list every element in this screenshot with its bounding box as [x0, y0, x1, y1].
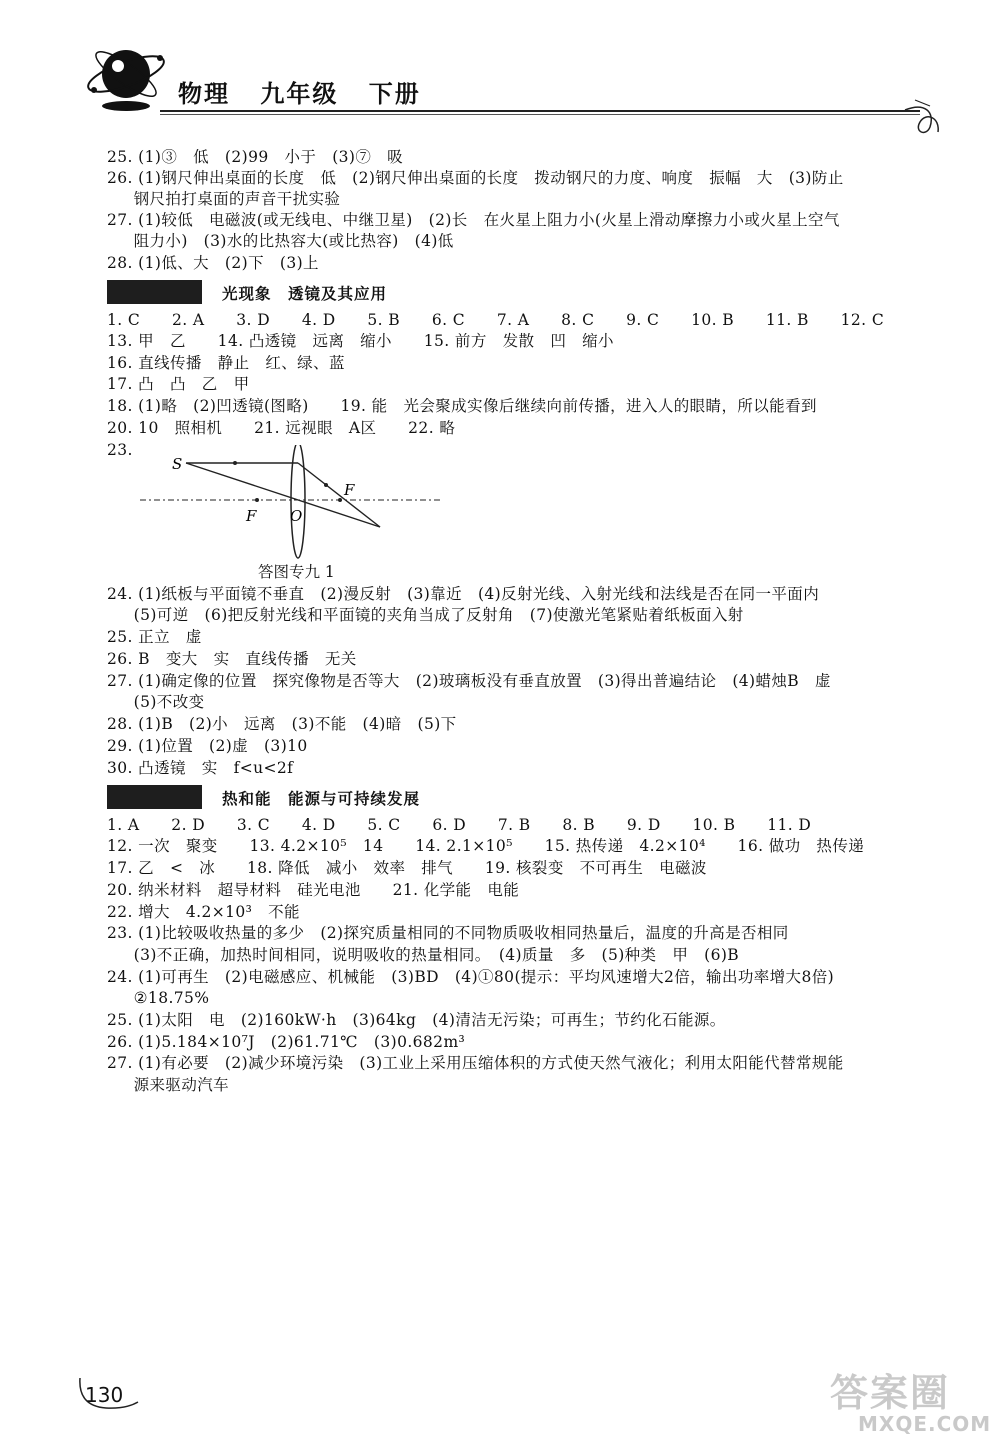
answer-line: 27. (1)有必要 (2)减少环境污染 (3)工业上采用压缩体积的方式使天然气液化；利用太阳能代替常规能 [107, 1054, 844, 1072]
answer-line: 24. (1)可再生 (2)电磁感应、机械能 (3)BD (4)①80(提示：平均风速增大2倍，输出功率增大8倍) [107, 968, 835, 986]
answer-line: 26. B 变大 实 直线传播 无关 [107, 650, 357, 668]
answer-line: 28. (1)低、大 (2)下 (3)上 [107, 254, 319, 272]
answer-line: 30. 凸透镜 实 f<u<2f [107, 759, 294, 777]
section-title: 光现象 透镜及其应用 [222, 285, 388, 303]
answer-line: 28. (1)B (2)小 远离 (3)不能 (4)暗 (5)下 [107, 715, 457, 733]
ray-point [233, 461, 237, 465]
figure-caption: 答图专九 1 [258, 563, 335, 581]
answer-line: 1. C 2. A 3. D 4. D 5. B 6. C 7. A 8. C 9. C 10. B 11. B 12. C [107, 311, 885, 329]
header-subject: 物理 [178, 80, 230, 108]
answer-line: 25. (1)太阳 电 (2)160kW·h (3)64kg (4)清洁无污染；可再生；节约化石能源。 [107, 1011, 726, 1029]
answer-line: 23. [107, 441, 133, 459]
page-number: 130 [85, 1383, 124, 1407]
answer-line: 24. (1)纸板与平面镜不垂直 (2)漫反射 (3)靠近 (4)反射光线、入射光线和法线是否在同一平面内 [107, 585, 820, 603]
answer-line: 钢尺拍打桌面的声音干扰实验 [107, 190, 341, 208]
lens-ray-diagram [130, 445, 450, 565]
header-volume: 下册 [368, 80, 421, 108]
watermark-logo: 答案圈 [830, 1371, 951, 1415]
header-title [178, 74, 441, 109]
answer-line: 17. 凸 凸 乙 甲 [107, 375, 250, 393]
answer-line: 12. 一次 聚变 13. 4.2×10⁵ 14 14. 2.1×10⁵ 15. 热传递 4.2×10⁴ 16. 做功 热传递 [107, 837, 865, 855]
answer-line: 27. (1)较低 电磁波(或无线电、中继卫星) (2)长 在火星上阻力小(火星上滑动摩擦力小或火星上空气 [107, 211, 840, 229]
answer-line: ②18.75% [107, 989, 210, 1007]
focus-point [255, 498, 259, 502]
focus-left-label: F [246, 507, 257, 525]
answer-line: 1. A 2. D 3. C 4. D 5. C 6. D 7. B 8. B 9. D 10. B 11. D [107, 816, 812, 834]
header-rule-thin [160, 114, 920, 115]
watermark-url: MXQE.COM [858, 1412, 992, 1436]
globe-logo-icon [86, 36, 176, 116]
header-rule [160, 110, 920, 112]
answer-line: (3)不正确，加热时间相同，说明吸收的热量相同。 (4)质量 多 (5)种类 甲 (6)B [107, 946, 740, 964]
answer-line: 26. (1)5.184×10⁷J (2)61.71℃ (3)0.682m³ [107, 1033, 466, 1051]
swirl-ornament-icon [900, 92, 950, 142]
answer-line: 22. 增大 4.2×10³ 不能 [107, 903, 300, 921]
answer-line: 源来驱动汽车 [107, 1076, 230, 1094]
optical-center-label: O [290, 507, 303, 525]
answer-line: 阻力小) (3)水的比热容大(或比热容) (4)低 [107, 232, 454, 250]
header-grade: 九年级 [260, 80, 339, 108]
answer-line: 27. (1)确定像的位置 探究像物是否等大 (2)玻璃板没有垂直放置 (3)得出普遍结论 (4)蜡烛B 虚 [107, 672, 831, 690]
ray-point [324, 483, 328, 487]
answer-line: 20. 10 照相机 21. 远视眼 A区 22. 略 [107, 419, 456, 437]
answer-line: (5)可逆 (6)把反射光线和平面镜的夹角当成了反射角 (7)使激光笔紧贴着纸板面入射 [107, 606, 744, 624]
answer-line: 20. 纳米材料 超导材料 硅光电池 21. 化学能 电能 [107, 881, 520, 899]
focus-right-label: F [344, 481, 355, 499]
section-bar [107, 280, 202, 304]
answer-line: 26. (1)钢尺伸出桌面的长度 低 (2)钢尺伸出桌面的长度 拨动钢尺的力度、响度 振幅 大 (3)防止 [107, 169, 844, 187]
answer-line: 13. 甲 乙 14. 凸透镜 远离 缩小 15. 前方 发散 凹 缩小 [107, 332, 614, 350]
answer-line: 29. (1)位置 (2)虚 (3)10 [107, 737, 308, 755]
point-s-label: S [172, 455, 183, 473]
section-bar [107, 785, 202, 809]
answer-line: 16. 直线传播 静止 红、绿、蓝 [107, 354, 345, 372]
answer-line: (5)不改变 [107, 693, 205, 711]
answer-line: 25. 正立 虚 [107, 628, 202, 646]
answer-line: 23. (1)比较吸收热量的多少 (2)探究质量相同的不同物质吸收相同热量后，温度的升高是否相同 [107, 924, 789, 942]
answer-line: 17. 乙 < 冰 18. 降低 减小 效率 排气 19. 核裂变 不可再生 电磁波 [107, 859, 707, 877]
ray-refracted [298, 463, 380, 527]
section-title: 热和能 能源与可持续发展 [222, 790, 421, 808]
answer-line: 18. (1)略 (2)凹透镜(图略) 19. 能 光会聚成实像后继续向前传播，进入人的眼睛，所以能看到 [107, 397, 817, 415]
focus-point [338, 498, 342, 502]
answer-line: 25. (1)③ 低 (2)99 小于 (3)⑦ 吸 [107, 148, 404, 166]
